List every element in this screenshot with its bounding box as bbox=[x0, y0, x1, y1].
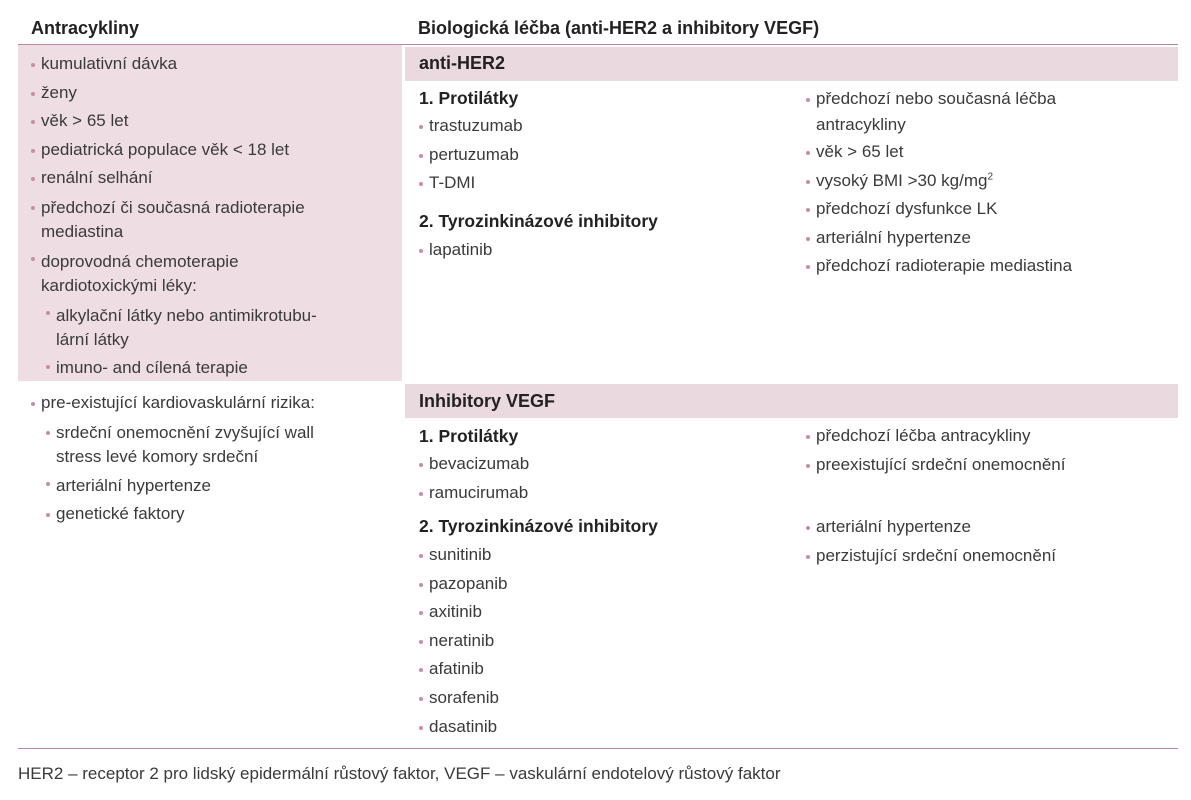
list-item: pertuzumab bbox=[418, 141, 778, 170]
list-item: sunitinib bbox=[418, 541, 778, 570]
list-item: trastuzumab bbox=[418, 112, 778, 141]
list-item: pazopanib bbox=[418, 570, 778, 599]
antracykliny-risk-list bbox=[30, 389, 400, 529]
list-item: sorafenib bbox=[418, 684, 778, 713]
list-item bbox=[30, 244, 400, 298]
vegf-risk-list-a bbox=[805, 422, 1175, 479]
list-item: předchozí léčba antracykliny bbox=[805, 422, 1175, 451]
list-item-line: stress levé komory srdeční bbox=[56, 446, 259, 466]
list-item: arteriální hypertenze bbox=[805, 224, 1175, 253]
list-item: ženy bbox=[30, 79, 400, 108]
list-item: lapatinib bbox=[418, 236, 778, 265]
list-item: imuno- and cílená terapie bbox=[45, 352, 400, 383]
list-item: axitinib bbox=[418, 598, 778, 627]
her2-tki-list bbox=[418, 236, 778, 265]
list-item: kumulativní dávka bbox=[30, 50, 400, 79]
list-item-line: mediastina bbox=[41, 221, 124, 241]
list-item: předchozí radioterapie mediastina bbox=[805, 252, 1175, 281]
vegf-title: Inhibitory VEGF bbox=[419, 391, 556, 411]
her2-risk-list bbox=[805, 85, 1175, 281]
list-item bbox=[805, 167, 1175, 196]
list-item: ramucirumab bbox=[418, 479, 778, 508]
antracykliny-list bbox=[30, 50, 400, 383]
list-item bbox=[805, 85, 1175, 138]
list-item bbox=[45, 418, 400, 469]
list-item-line: lární látky bbox=[56, 329, 129, 349]
list-item bbox=[45, 298, 400, 352]
list-item: věk > 65 let bbox=[805, 138, 1175, 167]
vegf-risk-list-b bbox=[805, 513, 1175, 570]
list-item-line: kardiotoxickými léky: bbox=[41, 275, 197, 295]
list-item: preexistující srdeční onemocnění bbox=[805, 451, 1175, 480]
header-biologicka-lecba: Biologická léčba (anti-HER2 a inhibitory VEGF) bbox=[418, 18, 820, 38]
her2-title-bar bbox=[405, 47, 1178, 81]
list-item bbox=[30, 193, 400, 244]
her2-tki-title: 2. Tyrozinkinázové inhibitory bbox=[419, 211, 658, 231]
list-item: afatinib bbox=[418, 655, 778, 684]
list-item: arteriální hypertenze bbox=[805, 513, 1175, 542]
list-item: bevacizumab bbox=[418, 450, 778, 479]
list-item-line: předchozí nebo současná léčba bbox=[816, 89, 1057, 108]
list-item: věk > 65 let bbox=[30, 107, 400, 136]
footnote: HER2 – receptor 2 pro lidský epidermální růstový faktor, VEGF – vaskulární endotelový růstový faktor bbox=[18, 764, 781, 783]
list-item: předchozí dysfunkce LK bbox=[805, 195, 1175, 224]
header-antracykliny: Antracykliny bbox=[31, 18, 140, 38]
bmi-superscript: 2 bbox=[987, 170, 994, 182]
list-item: neratinib bbox=[418, 627, 778, 656]
list-item-line: srdeční onemocnění zvyšující wall bbox=[56, 422, 314, 442]
vegf-tki-title: 2. Tyrozinkinázové inhibitory bbox=[419, 516, 658, 536]
list-item: renální selhání bbox=[30, 164, 400, 193]
her2-protilatky-title: 1. Protilátky bbox=[419, 88, 519, 108]
list-item: genetické faktory bbox=[45, 500, 400, 529]
list-item: pediatrická populace věk < 18 let bbox=[30, 136, 400, 165]
list-item: pre-existující kardiovaskulární rizika: bbox=[30, 389, 400, 418]
list-item: T-DMI bbox=[418, 169, 778, 198]
her2-protilatky-list bbox=[418, 112, 778, 198]
list-item: perzistující srdeční onemocnění bbox=[805, 542, 1175, 571]
list-item: arteriální hypertenze bbox=[45, 469, 400, 501]
vegf-protilatky-title: 1. Protilátky bbox=[419, 426, 519, 446]
list-item-line: předchozí či současná radioterapie bbox=[41, 197, 305, 217]
list-item-line: alkylační látky nebo antimikrotubu- bbox=[56, 305, 317, 325]
bottom-rule bbox=[18, 748, 1178, 749]
vegf-tki-list bbox=[418, 541, 778, 741]
bmi-text: vysoký BMI >30 kg/mg bbox=[816, 170, 988, 190]
list-item-line: doprovodná chemoterapie bbox=[41, 251, 239, 271]
list-item: dasatinib bbox=[418, 713, 778, 742]
vegf-protilatky-list bbox=[418, 450, 778, 507]
list-item-line: antracykliny bbox=[816, 115, 906, 134]
her2-title: anti-HER2 bbox=[419, 53, 506, 73]
